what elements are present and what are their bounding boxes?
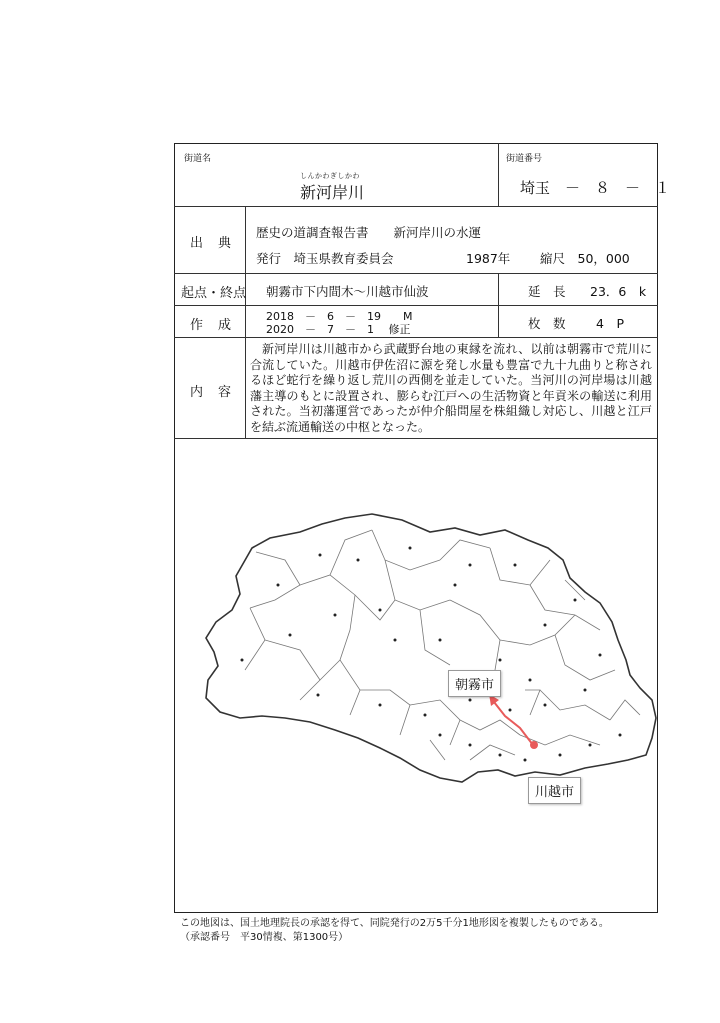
boundary-line [330,530,372,575]
road-number-label: 街道番号 [506,154,543,164]
municipal-dot [514,564,517,567]
municipal-dot [439,639,442,642]
municipal-dot [424,714,427,717]
municipal-dot [584,689,587,692]
road-name: 新河岸川 [300,183,365,202]
municipal-dot [524,759,527,762]
length-value: 23．6 k [590,284,647,299]
length-label: 延 長 [528,284,566,299]
row-divider-header [174,206,658,207]
municipal-dot [509,709,512,712]
row-divider-route [174,305,658,306]
municipal-dot [544,704,547,707]
source-publisher: 発行 埼玉県教育委員会 [256,251,394,266]
content-text: 新河岸川は川越市から武蔵野台地の東縁を流れ、以前は朝霧市で荒川に合流していた。川越市伊佐沼に源を発し水量も豊富で九十九曲りと称されるほど蛇行を繰り返し荒川の西側を並走していた。当河川の河岸場は川越藩主導のもとに設置され、膨らむ江戸への生活物資と年貢米の輸送に利用された。当初藩運営であったが仲介船問屋を株組織し対応し、川越と江戸を結ぶ流通輸送の中枢となった。 [250,342,652,434]
municipal-dot [469,699,472,702]
boundary-line [300,575,355,630]
municipal-dot [619,734,622,737]
boundary-line [250,552,300,608]
municipal-dot [319,554,322,557]
footer-note: この地図は、国土地理院長の承認を得て、同院発行の2万5千分1地形図を複製したものである。 [180,918,609,929]
boundary-line [610,700,640,720]
municipal-dot [289,634,292,637]
municipal-dot [544,624,547,627]
municipal-dot [317,694,320,697]
municipal-dot [334,614,337,617]
municipal-dot [277,584,280,587]
boundary-line [245,608,265,670]
municipal-dot [589,744,592,747]
boundary-line [490,548,550,585]
road-name-ruby: しんかわぎしかわ [300,172,360,180]
municipal-dot [469,564,472,567]
boundary-line [360,690,410,735]
source-year: 1987年 [466,251,511,266]
boundary-line [372,530,440,570]
boundary-line [320,660,340,680]
content-label: 内 容 [190,385,233,400]
municipal-dot [379,609,382,612]
municipal-dot [499,754,502,757]
route-label: 起点・終点 [181,286,247,301]
municipal-dot [241,659,244,662]
revision-date: 2020 － 7 － 1 修正 [266,323,411,336]
source-label: 出 典 [190,236,233,251]
boundary-line [265,640,320,700]
municipal-dot [394,639,397,642]
municipal-dot [559,754,562,757]
road-number: 埼玉 － ８ － １ [520,179,671,197]
col-divider-header [498,143,499,206]
source-scale: 縮尺 50，000 [540,251,630,266]
footer-approval: （承認番号 平30情複、第1300号） [180,932,349,943]
callout-kawagoe: 川越市 [528,777,581,804]
boundary-line [525,690,540,715]
creation-label: 作 成 [190,318,233,333]
river-route-line [494,702,533,745]
source-title: 歴史の道調査報告書 新河岸川の水運 [256,225,482,240]
road-name-label: 街道名 [184,154,212,164]
boundary-line [420,610,450,665]
row-divider-creation [174,337,658,338]
boundary-line [555,635,615,680]
boundary-line [530,585,600,630]
boundary-line [430,740,445,760]
creation-date: 2018 － 6 － 19 M [266,310,413,323]
municipal-dot [439,734,442,737]
pages-value: 4 P [596,316,624,331]
municipal-boundaries [245,530,640,760]
boundary-line [450,600,500,670]
saitama-map [198,512,660,804]
municipal-dot [357,559,360,562]
col-divider-right [498,273,499,337]
boundary-line [460,720,520,735]
municipal-dot [529,679,532,682]
boundary-line [440,540,490,560]
municipal-dot [499,659,502,662]
boundary-line [410,700,460,745]
callout-asaka: 朝霧市 [448,670,501,697]
row-divider-source [174,273,658,274]
boundary-line [340,630,360,715]
col-divider-labels [245,206,246,438]
river-route-start [530,741,538,749]
route-value: 朝霧市下内間木～川越市仙波 [266,284,429,299]
municipal-dot [599,654,602,657]
pages-label: 枚 数 [528,316,566,331]
municipal-dot [469,744,472,747]
municipal-dot [454,584,457,587]
boundary-line [355,595,395,620]
municipal-dot [574,599,577,602]
boundary-line [470,745,515,760]
boundary-line [500,615,575,645]
boundary-line [540,690,610,720]
municipal-dot [409,547,412,550]
row-divider-content [174,438,658,439]
municipal-dot [379,704,382,707]
